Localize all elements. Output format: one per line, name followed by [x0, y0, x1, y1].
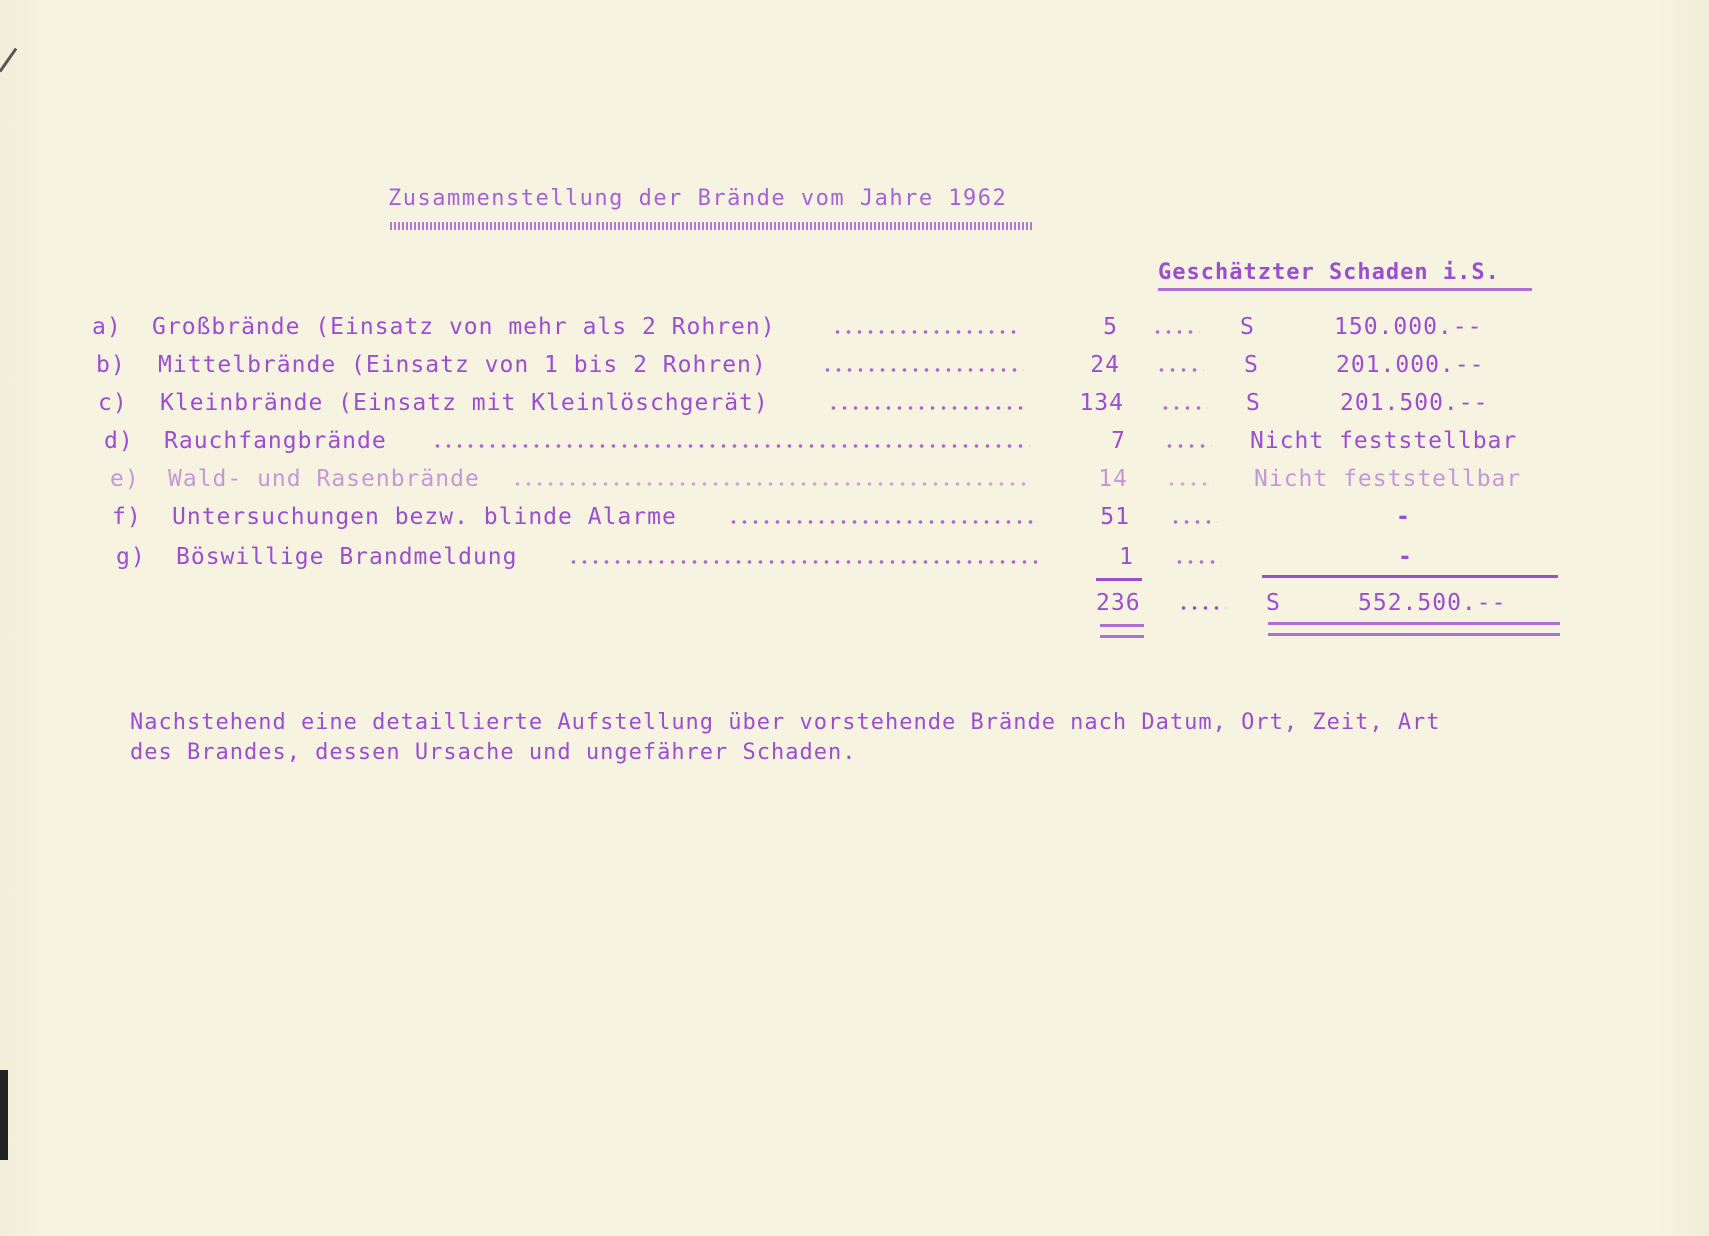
row-letter: b) — [96, 352, 126, 378]
leader-dots — [828, 405, 1028, 411]
leader-dots — [1164, 443, 1212, 449]
leader-dots — [822, 367, 1024, 373]
sum-rule-amount — [1262, 575, 1558, 578]
fold-mark — [0, 48, 17, 73]
total-currency: S — [1266, 590, 1281, 616]
double-underline-count — [1100, 624, 1144, 638]
row-count: 51 — [1100, 504, 1130, 530]
document-title: Zusammenstellung der Brände vom Jahre 1962 — [388, 186, 1008, 211]
row-amount: - — [1398, 544, 1413, 570]
leader-dots — [512, 481, 1032, 487]
row-count: 5 — [1103, 314, 1118, 340]
row-amount: Nicht feststellbar — [1254, 466, 1522, 492]
table-row — [0, 506, 1709, 540]
row-letter: f) — [112, 504, 142, 530]
row-label: Großbrände (Einsatz von mehr als 2 Rohren) — [152, 314, 776, 340]
leader-dots — [728, 519, 1034, 525]
leader-dots — [1156, 367, 1204, 373]
table-row — [0, 392, 1709, 426]
row-letter: a) — [92, 314, 122, 340]
damage-header-underline — [1158, 288, 1532, 291]
row-label: Kleinbrände (Einsatz mit Kleinlöschgerät) — [160, 390, 769, 416]
leader-dots — [568, 559, 1038, 565]
row-count: 134 — [1079, 390, 1124, 416]
row-count: 1 — [1119, 544, 1134, 570]
row-label: Mittelbrände (Einsatz von 1 bis 2 Rohren) — [158, 352, 767, 378]
closing-note: Nachstehend eine detaillierte Aufstellung über vorstehende Brände nach Datum, Ort, Zeit, Art des Brandes, dessen Ursache und ungefährer Schaden. — [130, 710, 1441, 765]
row-amount: Nicht feststellbar — [1250, 428, 1518, 454]
row-letter: c) — [98, 390, 128, 416]
table-row — [0, 316, 1709, 350]
row-letter: g) — [116, 544, 146, 570]
leader-dots — [1170, 519, 1218, 525]
row-amount: 150.000.-- — [1334, 314, 1483, 340]
row-amount: 201.500.-- — [1340, 390, 1489, 416]
leader-dots — [1174, 559, 1222, 565]
total-amount: 552.500.-- — [1358, 590, 1507, 616]
row-label: Rauchfangbrände — [164, 428, 387, 454]
row-count: 24 — [1090, 352, 1120, 378]
leader-dots — [1160, 405, 1208, 411]
row-currency: S — [1246, 390, 1261, 416]
table-row — [0, 430, 1709, 464]
row-count: 7 — [1111, 428, 1126, 454]
row-label: Wald- und Rasenbrände — [168, 466, 480, 492]
binder-edge — [0, 1070, 8, 1160]
row-amount: 201.000.-- — [1336, 352, 1485, 378]
leader-dots — [1166, 481, 1214, 487]
total-count: 236 — [1096, 590, 1141, 616]
double-underline-amount — [1268, 622, 1560, 636]
leader-dots — [832, 329, 1022, 335]
row-currency: S — [1244, 352, 1259, 378]
leader-dots — [1178, 605, 1226, 611]
table-row — [0, 354, 1709, 388]
table-row — [0, 468, 1709, 502]
sum-rule-count — [1096, 578, 1142, 581]
row-label: Böswillige Brandmeldung — [176, 544, 518, 570]
title-underline — [390, 222, 1032, 230]
damage-column-header: Geschätzter Schaden i.S. — [1158, 260, 1500, 285]
row-letter: d) — [104, 428, 134, 454]
leader-dots — [1152, 329, 1200, 335]
row-letter: e) — [110, 466, 140, 492]
row-amount: - — [1396, 504, 1411, 530]
row-currency: S — [1240, 314, 1255, 340]
row-count: 14 — [1098, 466, 1128, 492]
row-label: Untersuchungen bezw. blinde Alarme — [172, 504, 677, 530]
leader-dots — [432, 443, 1030, 449]
